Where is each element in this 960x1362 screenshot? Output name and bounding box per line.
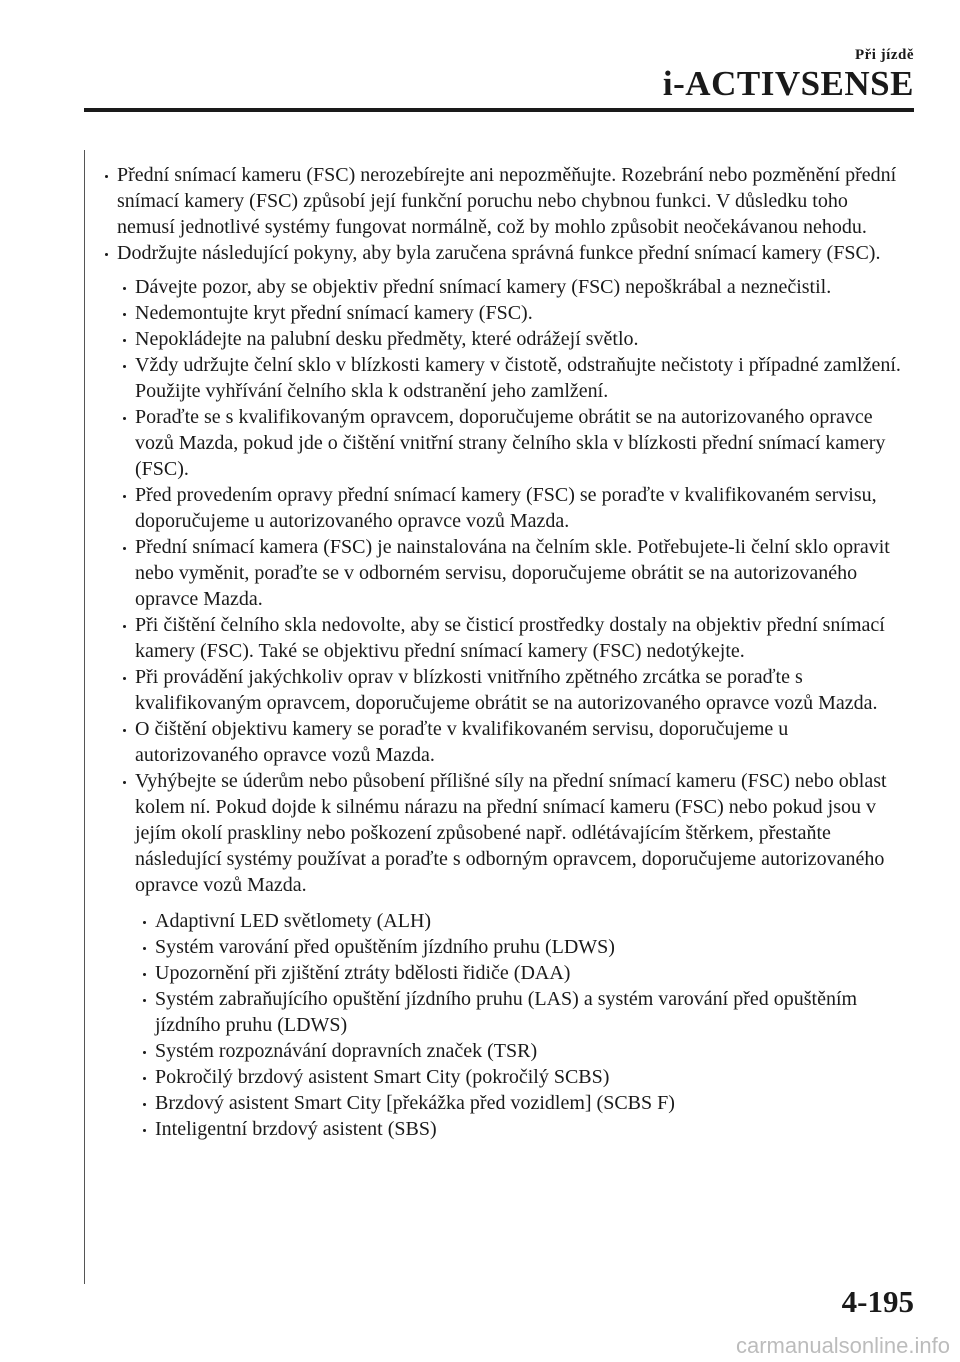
list-item: Adaptivní LED světlomety (ALH) [155,908,910,934]
list-item: Vyhýbejte se úderům nebo působení přílišné síly na přední snímací kameru (FSC) nebo oblast kolem ní. Pokud dojde k silnému nárazu na přední snímací kameru (FSC) nebo pokud jsou v jejím okolí praskliny nebo poškození způsobené např. odlétávajícím štěrkem, přestaňte následující systémy používat a poraďte s odborným opravcem, doporučujeme autorizovaného opravce vozů Mazda. [135,768,910,898]
list-item: Dávejte pozor, aby se objektiv přední snímací kamery (FSC) nepoškrábal a neznečistil. [135,274,910,300]
list-item: Brzdový asistent Smart City [překážka před vozidlem] (SCBS F) [155,1090,910,1116]
list-item: Inteligentní brzdový asistent (SBS) [155,1116,910,1142]
list-item: Při čištění čelního skla nedovolte, aby se čisticí prostředky dostaly na objektiv přední snímací kamery (FSC). Také se objektivu přední snímací kamery (FSC) nedotýkejte. [135,612,910,664]
list-item: Dodržujte následující pokyny, aby byla zaručena správná funkce přední snímací kamery (FSC). [117,240,910,266]
chapter-title: i-ACTIVSENSE [662,64,914,103]
list-item: Nepokládejte na palubní desku předměty, které odrážejí světlo. [135,326,910,352]
list-item: Upozornění při zjištění ztráty bdělosti řidiče (DAA) [155,960,910,986]
bullet-list-level-1 [100,162,910,266]
list-item: Systém zabraňujícího opuštění jízdního pruhu (LAS) a systém varování před opuštěním jízdního pruhu (LDWS) [155,986,910,1038]
page-header [663,46,914,103]
list-item: Systém rozpoznávání dopravních značek (TSR) [155,1038,910,1064]
list-item: Přední snímací kameru (FSC) nerozebírejte ani nepozměňujte. Rozebrání nebo pozměnění přední snímací kamery (FSC) způsobí její funkční poruchu nebo chybnou funkci. V důsledku toho nemusí jednotlivé systémy fungovat normálně, což by mohlo způsobit neočekávanou nehodu. [117,162,910,240]
list-item: Přední snímací kamera (FSC) je nainstalována na čelním skle. Potřebujete-li čelní sklo opravit nebo vyměnit, poraďte se v odborném servisu, doporučujeme obrátit se na autorizovaného opravce Mazda. [135,534,910,612]
section-title: Při jízdě [854,47,914,63]
list-item: Při provádění jakýchkoliv oprav v blízkosti vnitřního zpětného zrcátka se poraďte s kvalifikovaným opravcem, doporučujeme obrátit se na autorizovaného opravce vozů Mazda. [135,664,910,716]
watermark: carmanualsonline.info [735,1333,950,1358]
bullet-list-level-2 [100,274,910,898]
list-item: Nedemontujte kryt přední snímací kamery (FSC). [135,300,910,326]
header-rule [84,108,914,112]
list-item: Před provedením opravy přední snímací kamery (FSC) se poraďte v kvalifikovaném servisu, doporučujeme u autorizovaného opravce vozů Mazda. [135,482,910,534]
margin-line [84,150,85,1284]
list-item: Vždy udržujte čelní sklo v blízkosti kamery v čistotě, odstraňujte nečistoty i případné zamlžení. Použijte vyhřívání čelního skla k odstranění jeho zamlžení. [135,352,910,404]
list-item: Poraďte se s kvalifikovaným opravcem, doporučujeme obrátit se na autorizovaného opravce vozů Mazda, pokud jde o čištění vnitřní strany čelního skla v blízkosti přední snímací kamery (FSC). [135,404,910,482]
bullet-list-level-3 [100,908,910,1142]
list-item: Pokročilý brzdový asistent Smart City (pokročilý SCBS) [155,1064,910,1090]
page-number: 4-195 [841,1284,914,1319]
list-item: O čištění objektivu kamery se poraďte v kvalifikovaném servisu, doporučujeme u autorizovaného opravce vozů Mazda. [135,716,910,768]
list-item: Systém varování před opuštěním jízdního pruhu (LDWS) [155,934,910,960]
content [100,162,910,1142]
